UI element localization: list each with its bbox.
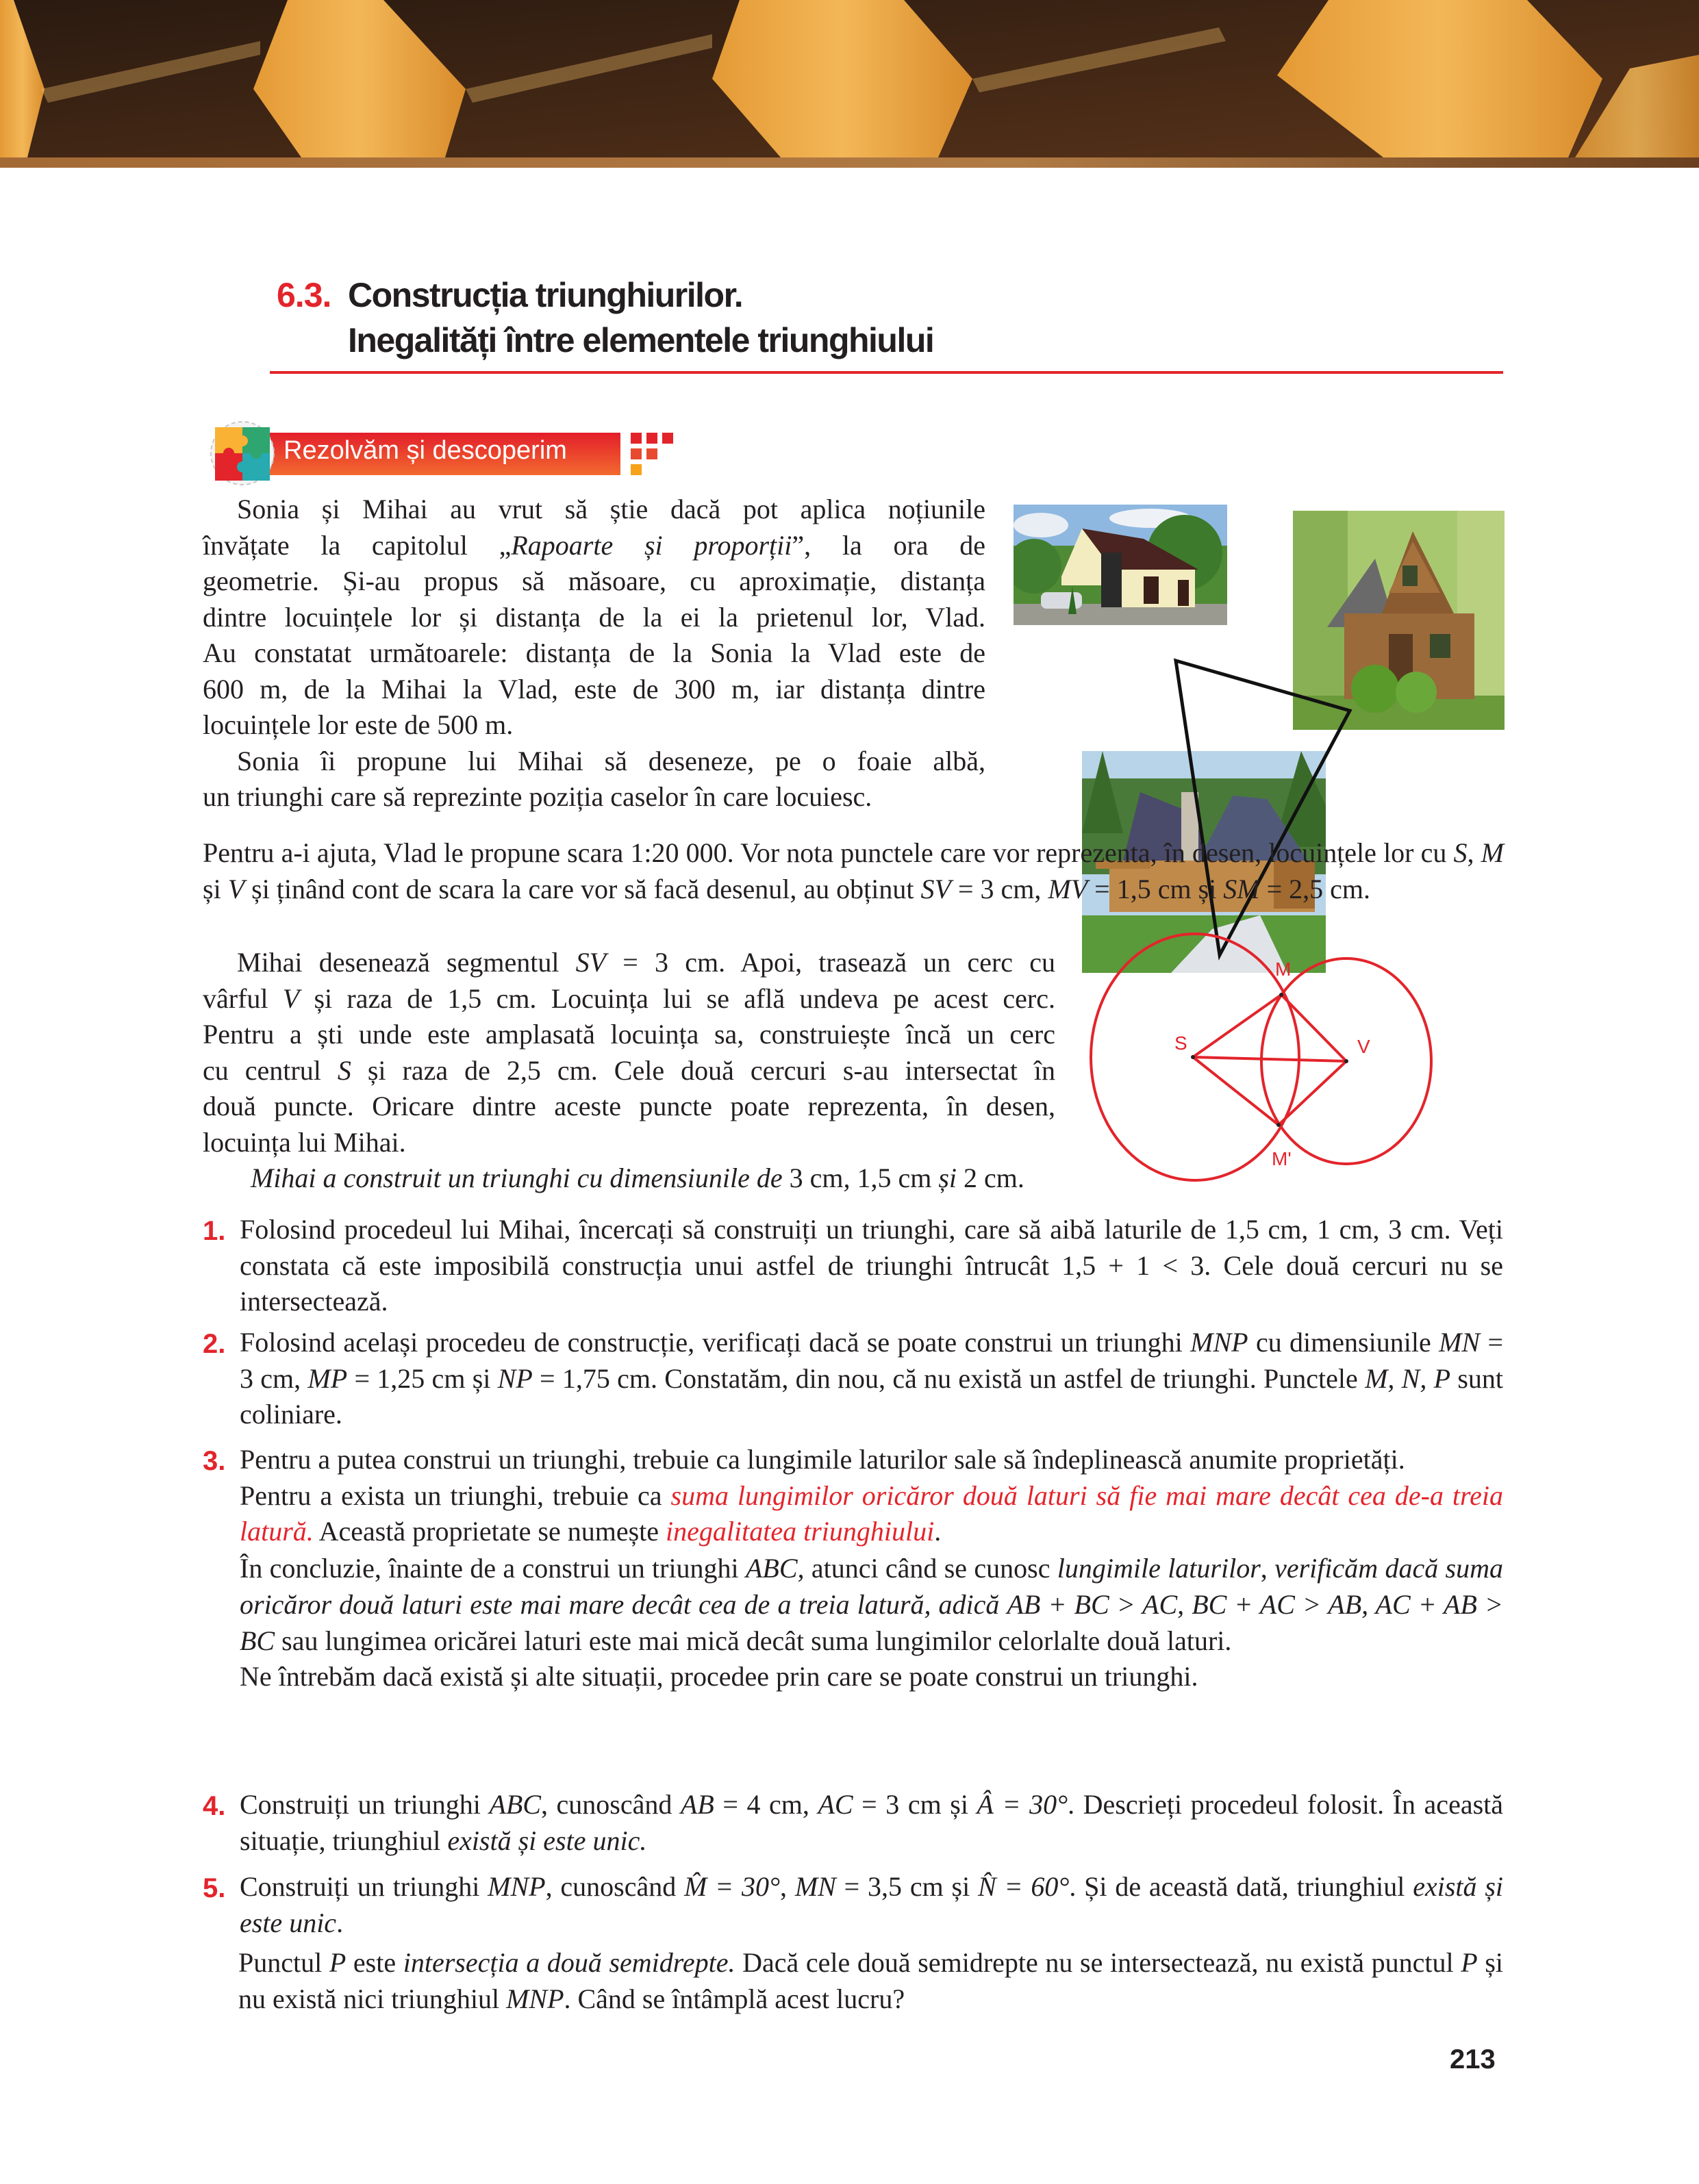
page-title-line2: Inegalități între elementele triunghiului <box>348 321 934 359</box>
label-m-prime: M' <box>1272 1148 1292 1169</box>
section-number: 6.3. <box>277 276 331 314</box>
exercise-number: 5. <box>203 1873 226 1903</box>
text-line: Mihai desenează segmentul SV = 3 cm. Apoi, trasează un cerc cu <box>237 947 1055 978</box>
exercise-text: Pentru a putea construi un triunghi, trebuie ca lungimile laturilor sale să îndeplinească anumite proprietăți. <box>240 1444 1405 1475</box>
exercise-1 <box>240 1212 1503 1320</box>
text-line: geometrie. Și-au propus să măsoare, cu aproximație, distanța <box>203 566 985 596</box>
text-line: învățate la capitolul „Rapoarte și proporții”, la ora de <box>203 529 986 561</box>
exercise-number: 4. <box>203 1791 226 1821</box>
exercise-text: Construiți un triunghi MNP, cunoscând M̂ = 30°, MN = 3,5 cm și N̂ = 60°. Și de această dată, triunghiul există și este unic. <box>240 1871 1504 1938</box>
exercise-number: 2. <box>203 1329 226 1359</box>
label-s: S <box>1174 1032 1187 1054</box>
exercise-text: Folosind procedeul lui Mihai, încercați să construiți un triunghi, care să aibă laturile de 1,5 cm, 1 cm, 3 cm. Veți constata că este imposibilă construcția unui astfel de triunghi întrucât 1,5 + 1 < 3. Cele două cercuri nu se intersectează. <box>240 1214 1503 1317</box>
exercise-3 <box>240 1442 1503 1694</box>
text-line: Pentru a ști unde este amplasată locuința sa, construiește încă un cerc <box>203 1019 1055 1050</box>
text-line: cu centrul S și raza de 2,5 cm. Cele două cercuri s-au intersectat în <box>203 1054 1055 1086</box>
text-paragraph: Pentru a-i ajuta, Vlad le propune scara 1:20 000. Vor nota punctele care vor reprezenta, în desen, locuințele lor cu S, M și V și ținând cont de scara la care vor să facă desenul, au obținut SV = 3 cm, MV = 1,5 cm și SM = 2,5 cm. <box>203 837 1504 904</box>
inequalities-formula: AB + BC > AC, BC + AC > AB, AC + AB > BC <box>240 1588 1503 1656</box>
intro-paragraph-3 <box>203 835 1504 907</box>
page-title-line1: Construcția triunghiurilor. <box>348 276 743 314</box>
triangle-inequality-statement: Pentru a exista un triunghi, trebuie ca suma lungimilor oricăror două laturi să fie mai mare decât cea de-a treia latură. Această proprietate se numește inegalitatea triunghiului. <box>240 1480 1503 1547</box>
label-m: M <box>1275 958 1292 980</box>
exercise-2 <box>240 1325 1503 1433</box>
exercise-text: Folosind același procedeu de construcție, verificați dacă se poate construi un triunghi MNP cu dimensiunile MN = 3 cm, MP = 1,25 cm și NP = 1,75 cm. Constatăm, din nou, că nu există un astfel de triunghi. Punctele M, N, P sunt coliniare. <box>240 1327 1504 1430</box>
text-line: două puncte. Oricare dintre aceste puncte poate reprezenta, în desen, <box>203 1091 1055 1121</box>
text-line: Sonia îi propune lui Mihai să deseneze, pe o foaie albă, <box>237 745 985 776</box>
text-line: vârful V și raza de 1,5 cm. Locuința lui se află undeva pe acest cerc. <box>203 982 1055 1014</box>
exercise-text: Punctul P este intersecția a două semidrepte. Dacă cele două semidrepte nu se intersectează, nu există punctul P și nu există nici triunghiul MNP. Când se întâmplă acest lucru? <box>238 1947 1504 2014</box>
text-line: un triunghi care să reprezinte poziția caselor în care locuiesc. <box>203 781 872 812</box>
text-line: 600 m, de la Mihai la Vlad, este de 300 m, iar distanța dintre <box>203 673 985 704</box>
exercise-number: 3. <box>203 1446 226 1476</box>
exercise-4 <box>240 1787 1503 1859</box>
exercise-text: Construiți un triunghi ABC, cunoscând AB = 4 cm, AC = 3 cm și Â = 30°. Descrieți procedeul folosit. În această situație, triunghiul există și este unic. <box>240 1789 1504 1856</box>
text-line: Mihai a construit un triunghi cu dimensiunile de 3 cm, 1,5 cm și 2 cm. <box>251 1163 1024 1193</box>
label-v: V <box>1357 1036 1370 1057</box>
text-line: dintre locuințele lor și distanța de la ei la prietenul lor, Vlad. <box>203 601 985 633</box>
text-line: locuința lui Mihai. <box>203 1126 406 1158</box>
text-line: Sonia și Mihai au vrut să știe dacă pot aplica noțiunile <box>237 494 985 524</box>
text-line: Au constatat următoarele: distanța de la Sonia la Vlad este de <box>203 637 985 668</box>
exercise-number: 1. <box>203 1216 226 1246</box>
page-number: 213 <box>1450 2044 1496 2074</box>
exercise-5 <box>240 1869 1503 2017</box>
section-badge-label: Rezolvăm și descoperim <box>284 436 567 465</box>
conclusion-text: În concluzie, înainte de a construi un triunghi ABC, atunci când se cunosc lungimile laturilor, verificăm dacă suma oricăror două laturi este mai mare decât cea de a treia latură, adică AB + BC > AC, BC + AC > AB, AC + AB > BC sau lungimea oricărei laturi este mai mică decât suma lungimilor celorlalte două laturi. <box>240 1552 1504 1656</box>
text-line: locuințele lor este de 500 m. <box>203 709 514 740</box>
circle-construction-diagram <box>1082 924 1520 1184</box>
intro-paragraph-4 <box>203 945 1055 1197</box>
exercise-text: Ne întrebăm dacă există și alte situații, procedee prin care se poate construi un triunghi. <box>240 1660 1198 1692</box>
